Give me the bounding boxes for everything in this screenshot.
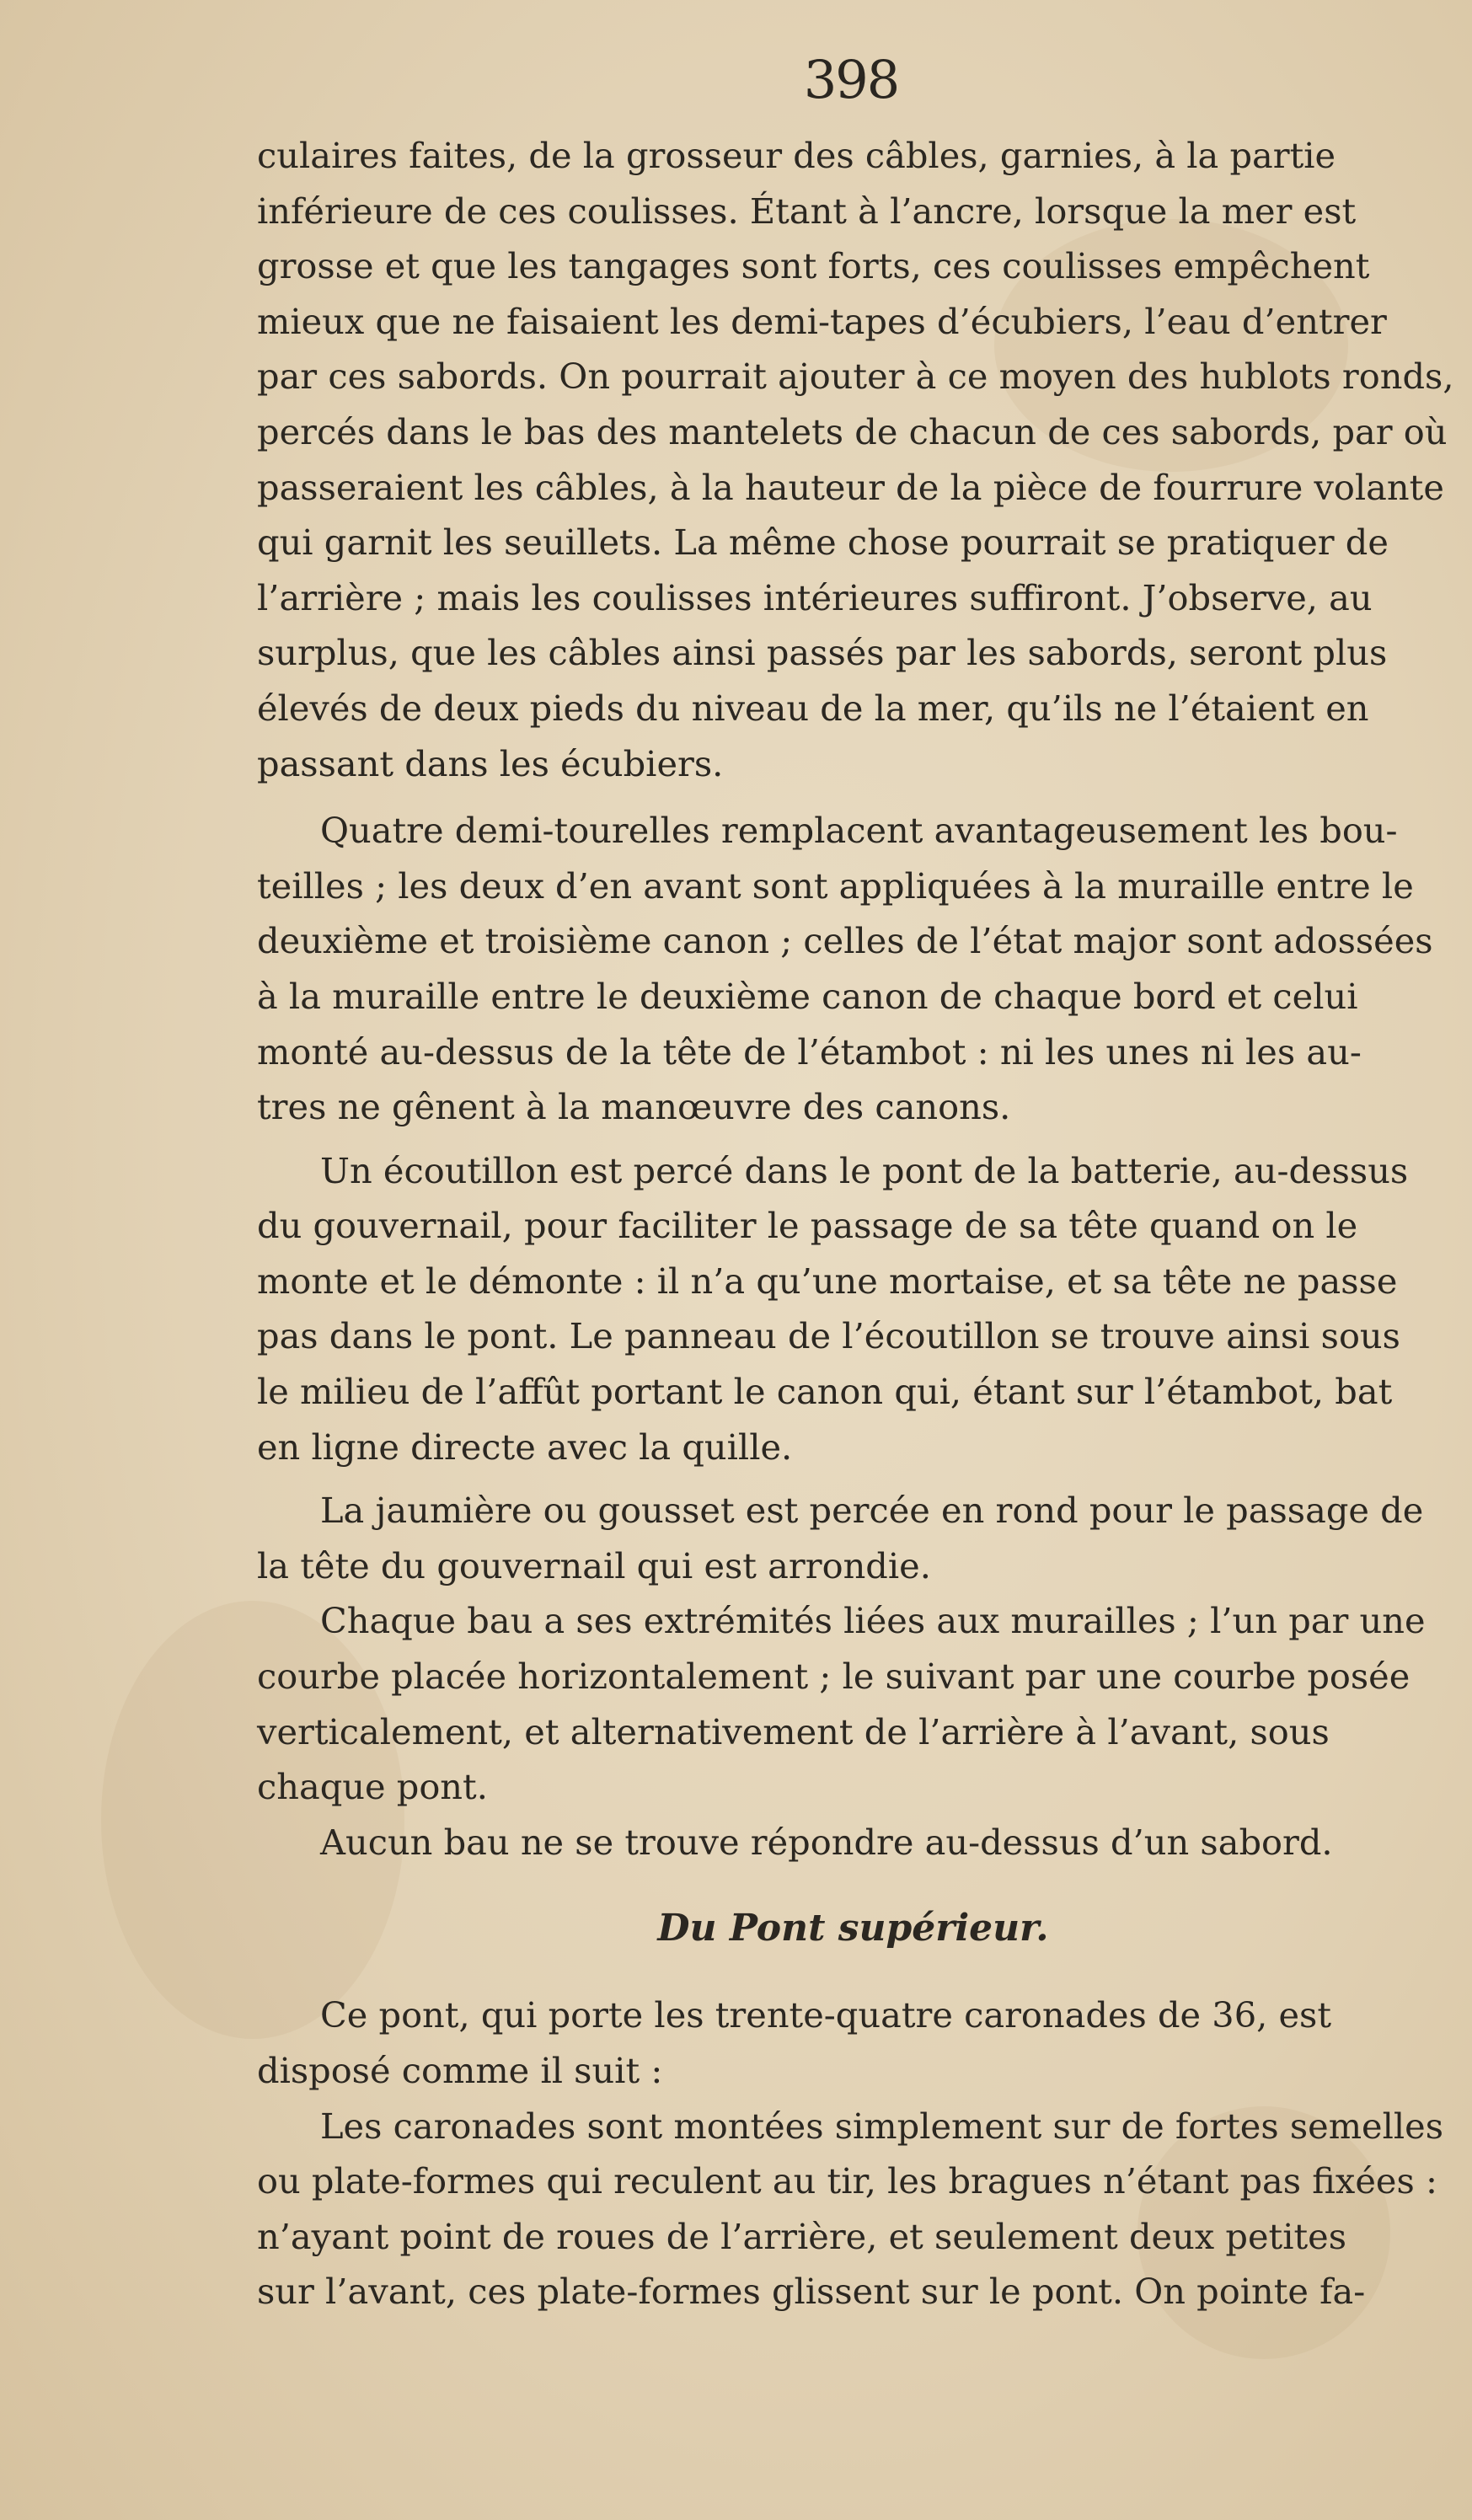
text-line: le milieu de l’affût portant le canon qui, étant sur l’étambot, bat [257, 1371, 1393, 1413]
text-line: Chaque bau a ses extrémités liées aux murailles ; l’un par une [320, 1600, 1426, 1642]
text-line: inférieure de ces coulisses. Étant à l’ancre, lorsque la mer est [257, 190, 1357, 232]
paragraph-caronades [257, 2099, 1449, 2319]
paragraph-pont [257, 1988, 1449, 2098]
text-line: ou plate-formes qui reculent au tir, les bragues n’étant pas fixées : [257, 2160, 1437, 2202]
text-line: culaires faites, de la grosseur des câbles, garnies, à la partie [257, 135, 1336, 176]
text-line: pas dans le pont. Le panneau de l’écoutillon se trouve ainsi sous [257, 1315, 1400, 1357]
text-line: percés dans le bas des mantelets de chacun de ces sabords, par où [257, 410, 1448, 452]
text-line: grosse et que les tangages sont forts, ces coulisses empêchent [257, 245, 1370, 287]
text-line: surplus, que les câbles ainsi passés par les sabords, seront plus [257, 632, 1388, 674]
text-line: qui garnit les seuillets. La même chose pourrait se pratiquer de [257, 522, 1389, 564]
text-line: Les caronades sont montées simplement sur de fortes semelles [320, 2105, 1444, 2147]
text-line: Un écoutillon est percé dans le pont de la batterie, au-dessus [320, 1149, 1409, 1191]
text-line: du gouvernail, pour faciliter le passage de sa tête quand on le [257, 1205, 1358, 1247]
text-line: Quatre demi-tourelles remplacent avantageusement les bou- [320, 810, 1398, 852]
paragraph-bau [257, 1593, 1449, 1814]
text-line: élevés de deux pieds du niveau de la mer, qu’ils ne l’étaient en [257, 687, 1369, 729]
text-line: sur l’avant, ces plate-formes glissent sur le pont. On pointe fa- [257, 2271, 1366, 2313]
page-body [257, 128, 1454, 2319]
paragraph-gap [257, 1135, 1449, 1143]
paragraph-ecoutillon [257, 1143, 1449, 1475]
text-line: l’arrière ; mais les coulisses intérieures suffiront. J’observe, au [257, 576, 1373, 618]
text-line: disposé comme il suit : [257, 2050, 663, 2091]
text-line: La jaumière ou gousset est percée en rond pour le passage de [320, 1490, 1424, 1532]
text-line: passeraient les câbles, à la hauteur de la pièce de fourrure volante [257, 466, 1444, 508]
text-line: Aucun bau ne se trouve répondre au-dessus d’un sabord. [320, 1821, 1333, 1863]
text-line: verticalement, et alternativement de l’arrière à l’avant, sous [257, 1710, 1330, 1752]
paragraph-gap [257, 1474, 1449, 1483]
text-line: passant dans les écubiers. [257, 742, 724, 784]
text-line: deuxième et troisième canon ; celles de l’état major sont adossées [257, 920, 1433, 962]
text-line: teilles ; les deux d’en avant sont appliquées à la muraille entre le [257, 864, 1414, 907]
text-line: monte et le démonte : il n’a qu’une mortaise, et sa tête ne passe [257, 1260, 1398, 1302]
text-line: Ce pont, qui porte les trente-quatre caronades de 36, est [320, 1994, 1332, 2036]
paragraph-aucun-bau [257, 1815, 1449, 1870]
text-line: courbe placée horizontalement ; le suivant par une courbe posée [257, 1656, 1410, 1698]
paragraph-tourelles [257, 803, 1449, 1135]
text-line: chaque pont. [257, 1766, 488, 1808]
paragraph-gap [257, 791, 1449, 803]
text-line: en ligne directe avec la quille. [257, 1426, 793, 1468]
text-line: tres ne gênent à la manœuvre des canons. [257, 1086, 1011, 1128]
text-line: à la muraille entre le deuxième canon de chaque bord et celui [257, 975, 1358, 1017]
text-line: la tête du gouvernail qui est arrondie. [257, 1544, 931, 1586]
paragraph-coulisses [257, 128, 1454, 791]
text-line: par ces sabords. On pourrait ajouter à ce moyen des hublots ronds, [257, 356, 1454, 398]
text-line: n’ayant point de roues de l’arrière, et seulement deux petites [257, 2215, 1347, 2257]
paragraph-jaumiere [257, 1483, 1449, 1593]
page-number: 398 [803, 49, 899, 110]
section-heading: Du Pont supérieur. [657, 1907, 1049, 1950]
text-line: mieux que ne faisaient les demi-tapes d’écubiers, l’eau d’entrer [257, 300, 1387, 342]
text-line: monté au-dessus de la tête de l’étambot : ni les unes ni les au- [257, 1030, 1362, 1073]
